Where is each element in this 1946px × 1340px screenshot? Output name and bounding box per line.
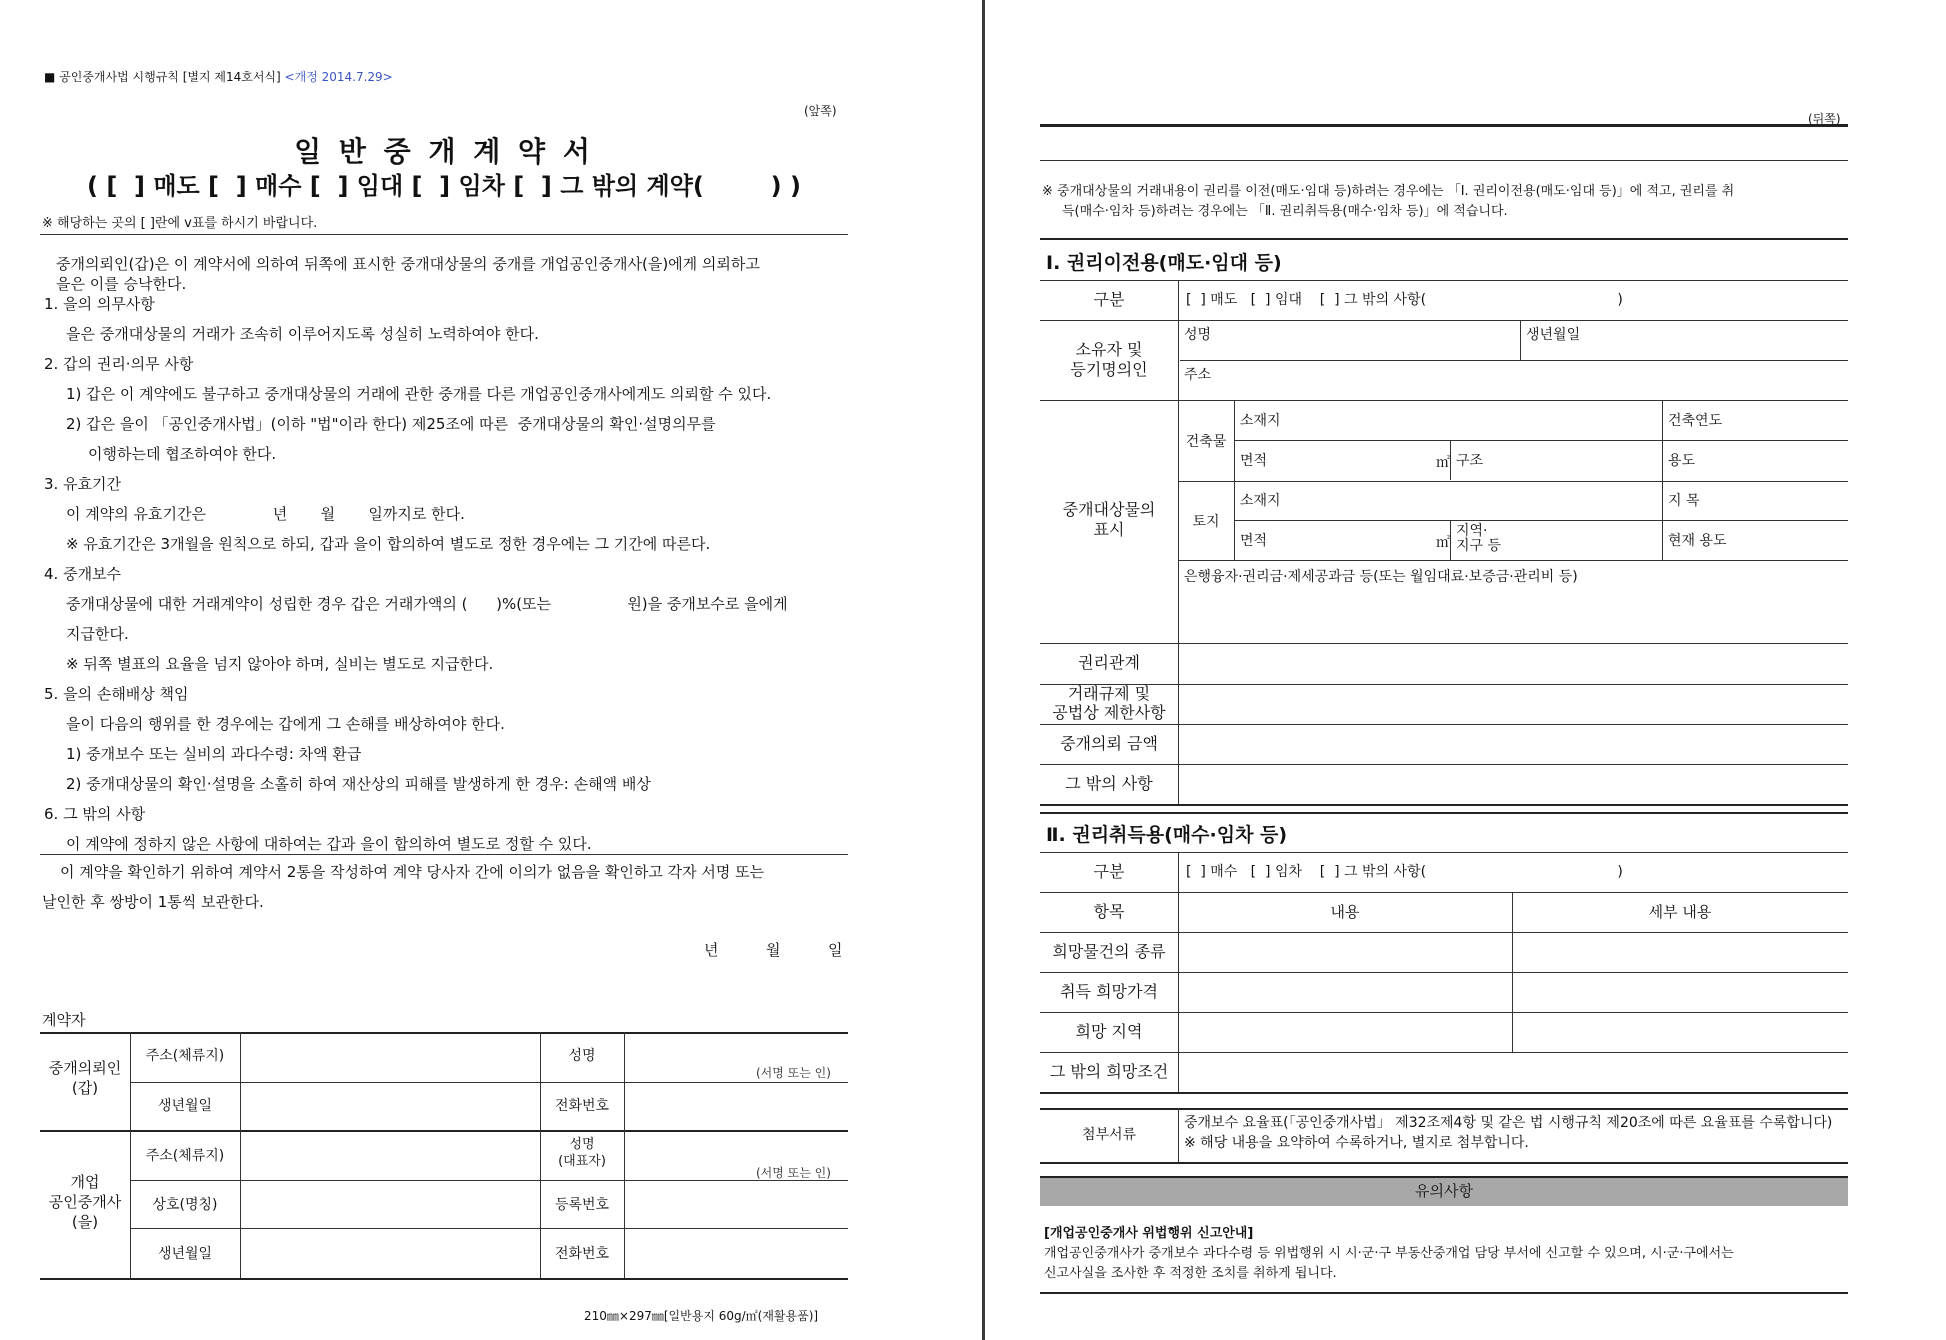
intro-text-2: 을은 이를 승낙한다. — [56, 275, 187, 293]
clause-4-body-cont: 지급한다. — [66, 625, 129, 643]
building-area-unit: ㎡ — [1436, 455, 1450, 471]
property-label: 중개대상물의 표시 — [1062, 500, 1156, 539]
section-1-title: Ⅰ. 권리이전용(매도·임대 등) — [1046, 252, 1282, 274]
land-location-label: 소재지 — [1240, 493, 1281, 509]
agent-label: 개업 공인중개사 (을) — [48, 1173, 122, 1231]
attachments-text-2: ※ 해당 내용을 요약하여 수록하거나, 별지로 첨부합니다. — [1184, 1135, 1529, 1151]
attachments-label: 첨부서류 — [1081, 1127, 1137, 1143]
clause-4-title: 4. 중개보수 — [44, 565, 122, 583]
clause-5-title: 5. 을의 손해배상 책임 — [44, 685, 189, 703]
square-bullet-icon: ■ — [44, 70, 60, 84]
clause-1-title: 1. 을의 의무사항 — [44, 295, 155, 313]
other-items-label: 그 밖의 사항 — [1065, 774, 1153, 793]
building-location-label: 소재지 — [1240, 413, 1281, 429]
owner-label: 소유자 및 등기명의인 — [1070, 340, 1148, 379]
form-reference: ■ 공인중개사법 시행규칙 [별지 제14호서식] <개정 2014.7.29> — [44, 70, 393, 84]
clause-2-title: 2. 갑의 권리·의무 사항 — [44, 355, 194, 373]
back-top-rule — [1040, 124, 1848, 127]
content-header: 내용 — [1330, 903, 1360, 921]
date-month: 월 — [766, 941, 781, 959]
clause-3-note: ※ 유효기간은 3개월을 원칙으로 하되, 갑과 을이 합의하여 별도로 정한 경우에는 그 기간에 따른다. — [66, 535, 711, 553]
sec2-category-label: 구분 — [1093, 862, 1125, 881]
title-divider — [40, 234, 848, 235]
agent-sign-note: (서명 또는 인) — [756, 1166, 831, 1180]
back-side-label: (뒤쪽) — [1808, 112, 1841, 126]
desired-other-label: 그 밖의 희망조건 — [1049, 1062, 1169, 1081]
land-area-label: 면적 — [1240, 533, 1268, 549]
report-title: [개업공인중개사 위법행위 신고안내] — [1044, 1226, 1254, 1241]
current-use-label: 현재 용도 — [1668, 533, 1727, 549]
detail-header: 세부 내용 — [1648, 903, 1712, 921]
agent-birth-label: 생년월일 — [157, 1246, 213, 1262]
clause-4-body: 중개대상물에 대한 거래계약이 성립한 경우 갑은 거래가액의 ( )%(또는 원)을 중개보수로 을에게 — [66, 595, 788, 613]
clause-5-body: 을이 다음의 행위를 한 경우에는 갑에게 그 손해를 배상하여야 한다. — [66, 715, 505, 733]
clause-6-body: 이 계약에 정하지 않은 사항에 대하여는 갑과 을이 합의하여 별도로 정할 수 있다. — [66, 835, 592, 853]
sec1-category-label: 구분 — [1093, 290, 1125, 309]
clause-3-title: 3. 유효기간 — [44, 475, 122, 493]
date-day: 일 — [828, 941, 843, 959]
clause-4-note: ※ 뒤쪽 별표의 요율을 넘지 않아야 하며, 실비는 별도로 지급한다. — [66, 655, 494, 673]
owner-name-label: 성명 — [1184, 327, 1212, 343]
agent-rep-name-label: 성명 (대표자) — [558, 1137, 606, 1169]
back-note-2: 득(매수·임차 등)하려는 경우에는 「Ⅱ. 권리취득용(매수·임차 등)」에 적습니다. — [1062, 204, 1508, 219]
sec1-category-options: [ ] 매도 [ ] 임대 [ ] 그 밖의 사항( ) — [1186, 292, 1623, 308]
page-title: 일 반 중 개 계 약 서 — [294, 135, 594, 168]
clause-2-item-2-cont: 이행하는데 협조하여야 한다. — [88, 445, 277, 463]
agent-phone-label: 전화번호 — [554, 1246, 610, 1262]
clauses-divider — [40, 854, 848, 855]
client-address-label: 주소(체류지) — [145, 1048, 225, 1064]
item-label: 항목 — [1093, 902, 1125, 921]
clause-2-item-1: 1) 갑은 이 계약에도 불구하고 중개대상물의 거래에 관한 중개를 다른 개업공인중개사에게도 의뢰할 수 있다. — [66, 385, 772, 403]
land-area-unit: ㎡ — [1436, 535, 1450, 551]
rights-label: 권리관계 — [1078, 653, 1140, 672]
agent-reg-no-label: 등록번호 — [554, 1197, 610, 1213]
desired-price-label: 취득 희망가격 — [1060, 982, 1158, 1001]
client-name-label: 성명 — [568, 1048, 596, 1064]
client-phone-label: 전화번호 — [554, 1098, 610, 1114]
intro-text-1: 중개의뢰인(갑)은 이 계약서에 의하여 뒤쪽에 표시한 중개대상물의 중개를 개업공인중개사(을)에게 의뢰하고 — [56, 255, 760, 273]
client-label: 중개의뢰인 (갑) — [48, 1059, 122, 1097]
desired-area-label: 희망 지역 — [1075, 1022, 1143, 1041]
paper-spec: 210㎜×297㎜[일반용지 60g/㎡(재활용품)] — [584, 1309, 819, 1323]
contract-type-line: ( [ ] 매도 [ ] 매수 [ ] 임대 [ ] 임차 [ ] 그 밖의 계약( ) ) — [87, 172, 801, 200]
closing-text-1: 이 계약을 확인하기 위하여 계약서 2통을 작성하여 계약 당사자 간에 이의가 없음을 확인하고 각자 서명 또는 — [60, 863, 765, 881]
land-category-label: 지 목 — [1668, 493, 1700, 509]
section-2-title: Ⅱ. 권리취득용(매수·임차 등) — [1046, 824, 1288, 846]
desired-type-label: 희망물건의 종류 — [1052, 942, 1166, 961]
regulations-label: 거래규제 및 공법상 제한사항 — [1052, 684, 1166, 722]
building-area-label: 면적 — [1240, 453, 1268, 469]
clause-5-item-2: 2) 중개대상물의 확인·설명을 소홀히 하여 재산상의 피해를 발생하게 한 경우: 손해액 배상 — [66, 775, 651, 793]
client-sign-note: (서명 또는 인) — [756, 1066, 831, 1080]
land-label: 토지 — [1192, 514, 1220, 530]
attachments-text-1: 중개보수 요율표(「공인중개사법」 제32조제4항 및 같은 법 시행규칙 제20조에 따른 요율표를 수록합니다) — [1184, 1115, 1833, 1131]
usage-label: 용도 — [1668, 453, 1696, 469]
date-year: 년 — [704, 941, 719, 959]
request-amount-label: 중개의뢰 금액 — [1060, 734, 1158, 753]
parties-label: 계약자 — [42, 1011, 86, 1029]
back-note-1: ※ 중개대상물의 거래내용이 권리를 이전(매도·임대 등)하려는 경우에는 「Ⅰ. 권리이전용(매도·임대 등)」에 적고, 권리를 취 — [1042, 184, 1735, 199]
encumbrance-label: 은행융자·권리금·제세공과금 등(또는 월임대료·보증금·관리비 등) — [1184, 569, 1578, 585]
clause-5-item-1: 1) 중개보수 또는 실비의 과다수령: 차액 환급 — [66, 745, 362, 763]
sec2-category-options: [ ] 매수 [ ] 임차 [ ] 그 밖의 사항( ) — [1186, 864, 1623, 880]
revision-note: <개정 2014.7.29> — [284, 70, 393, 84]
closing-text-2: 날인한 후 쌍방이 1통씩 보관한다. — [42, 893, 264, 911]
clause-1-body: 을은 중개대상물의 거래가 조속히 이루어지도록 성실히 노력하여야 한다. — [66, 325, 539, 343]
page-separator — [982, 0, 985, 1340]
clause-6-title: 6. 그 밖의 사항 — [44, 805, 146, 823]
report-text-2: 신고사실을 조사한 후 적정한 조치를 취하게 됩니다. — [1044, 1266, 1337, 1281]
caution-header: 유의사항 — [1415, 1182, 1473, 1200]
client-birth-label: 생년월일 — [157, 1098, 213, 1114]
owner-birth-label: 생년월일 — [1526, 327, 1581, 343]
structure-label: 구조 — [1456, 453, 1484, 469]
clause-3-body: 이 계약의 유효기간은 년 월 일까지로 한다. — [66, 505, 465, 523]
check-note: ※ 해당하는 곳의 [ ]란에 v표를 하시기 바랍니다. — [42, 216, 318, 231]
building-label: 건축물 — [1185, 434, 1227, 450]
front-side-label: (앞쪽) — [804, 104, 837, 118]
report-text-1: 개업공인중개사가 중개보수 과다수령 등 위법행위 시 시·군·구 부동산중개업 담당 부서에 신고할 수 있으며, 시·군·구에서는 — [1044, 1246, 1734, 1261]
agent-trade-name-label: 상호(명칭) — [152, 1197, 218, 1213]
owner-address-label: 주소 — [1184, 367, 1212, 383]
zone-label: 지역· 지구 등 — [1456, 523, 1502, 554]
clause-2-item-2: 2) 갑은 을이 「공인중개사법」(이하 "법"이라 한다) 제25조에 따른 중개대상물의 확인·설명의무를 — [66, 415, 716, 433]
agent-address-label: 주소(체류지) — [145, 1148, 225, 1164]
built-year-label: 건축연도 — [1668, 413, 1723, 429]
